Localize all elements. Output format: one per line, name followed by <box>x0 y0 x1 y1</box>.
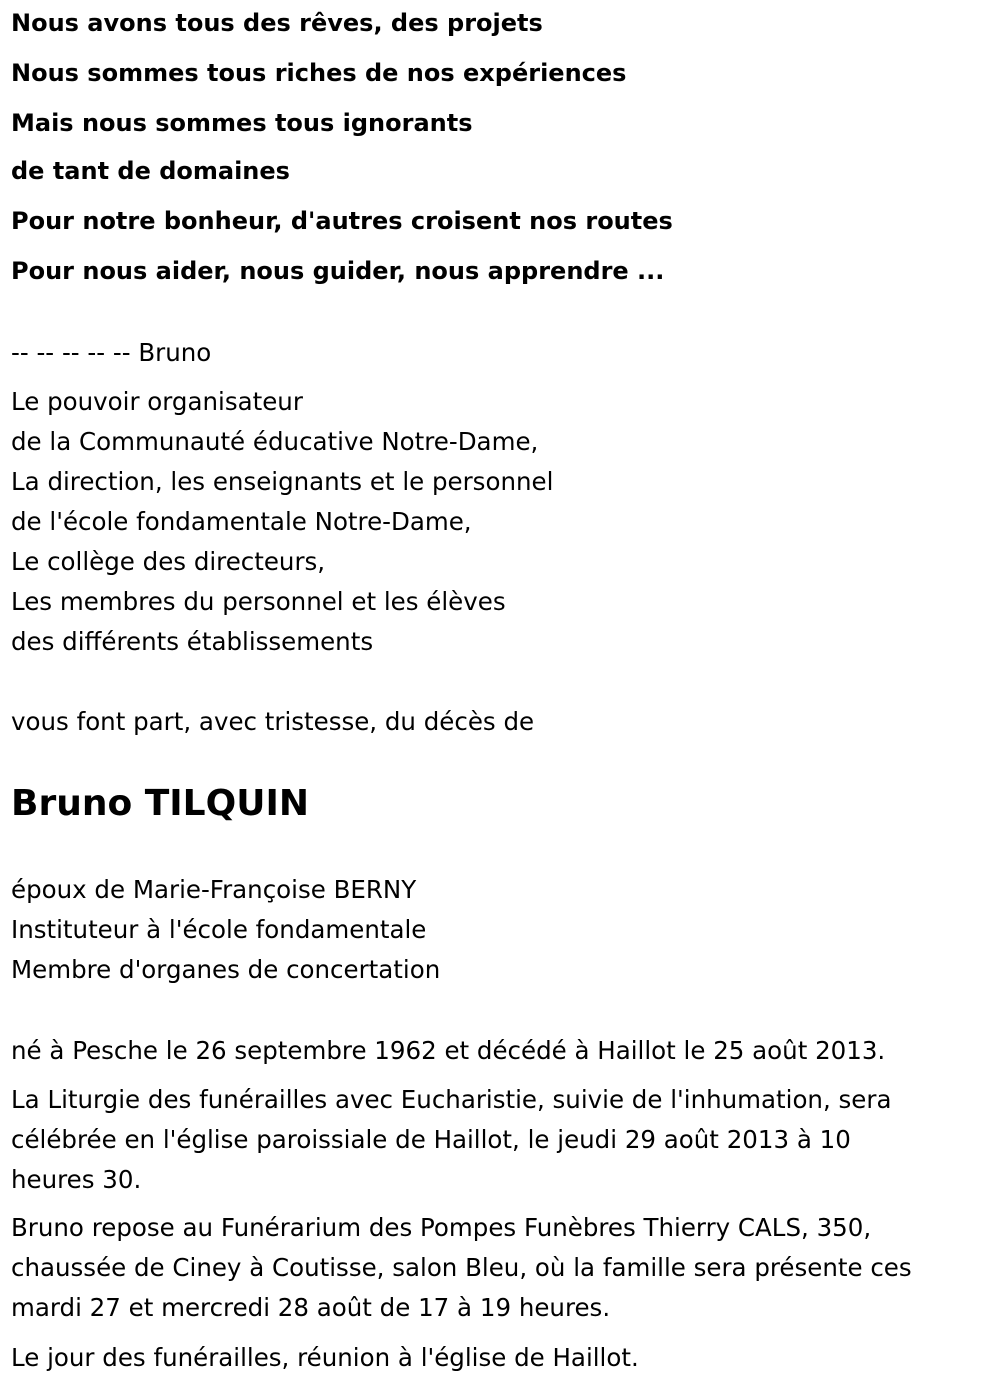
liturgy-line-1: La Liturgie des funérailles avec Eucharistie, suivie de l'inhumation, sera <box>11 1085 892 1114</box>
role-line-1: époux de Marie-Françoise BERNY <box>11 875 417 904</box>
announcement-text: vous font part, avec tristesse, du décès de <box>11 707 535 736</box>
liturgy-line-2: célébrée en l'église paroissiale de Haillot, le jeudi 29 août 2013 à 10 <box>11 1125 851 1154</box>
organizer-line-7: des différents établissements <box>11 627 374 656</box>
poem-signature: -- -- -- -- -- Bruno <box>11 338 212 367</box>
birth-death-text: né à Pesche le 26 septembre 1962 et décédé à Haillot le 25 août 2013. <box>11 1036 886 1065</box>
role-line-3: Membre d'organes de concertation <box>11 955 441 984</box>
poem-line-6: Pour nous aider, nous guider, nous apprendre ... <box>11 257 665 285</box>
organizer-line-6: Les membres du personnel et les élèves <box>11 587 506 616</box>
organizer-line-4: de l'école fondamentale Notre-Dame, <box>11 507 472 536</box>
poem-line-2: Nous sommes tous riches de nos expériences <box>11 59 627 87</box>
organizer-line-3: La direction, les enseignants et le personnel <box>11 467 554 496</box>
poem-line-3: Mais nous sommes tous ignorants <box>11 109 473 137</box>
deceased-name: Bruno TILQUIN <box>11 783 309 824</box>
poem-line-4: de tant de domaines <box>11 157 290 185</box>
organizer-line-2: de la Communauté éducative Notre-Dame, <box>11 427 539 456</box>
organizer-line-5: Le collège des directeurs, <box>11 547 326 576</box>
meeting-text: Le jour des funérailles, réunion à l'église de Haillot. <box>11 1343 639 1372</box>
poem-line-5: Pour notre bonheur, d'autres croisent nos routes <box>11 207 673 235</box>
organizer-line-1: Le pouvoir organisateur <box>11 387 303 416</box>
funerarium-line-1: Bruno repose au Funérarium des Pompes Funèbres Thierry CALS, 350, <box>11 1213 872 1242</box>
liturgy-line-3: heures 30. <box>11 1165 142 1194</box>
funerarium-line-3: mardi 27 et mercredi 28 août de 17 à 19 heures. <box>11 1293 611 1322</box>
role-line-2: Instituteur à l'école fondamentale <box>11 915 427 944</box>
funerarium-line-2: chaussée de Ciney à Coutisse, salon Bleu, où la famille sera présente ces <box>11 1253 912 1282</box>
poem-line-1: Nous avons tous des rêves, des projets <box>11 9 543 37</box>
